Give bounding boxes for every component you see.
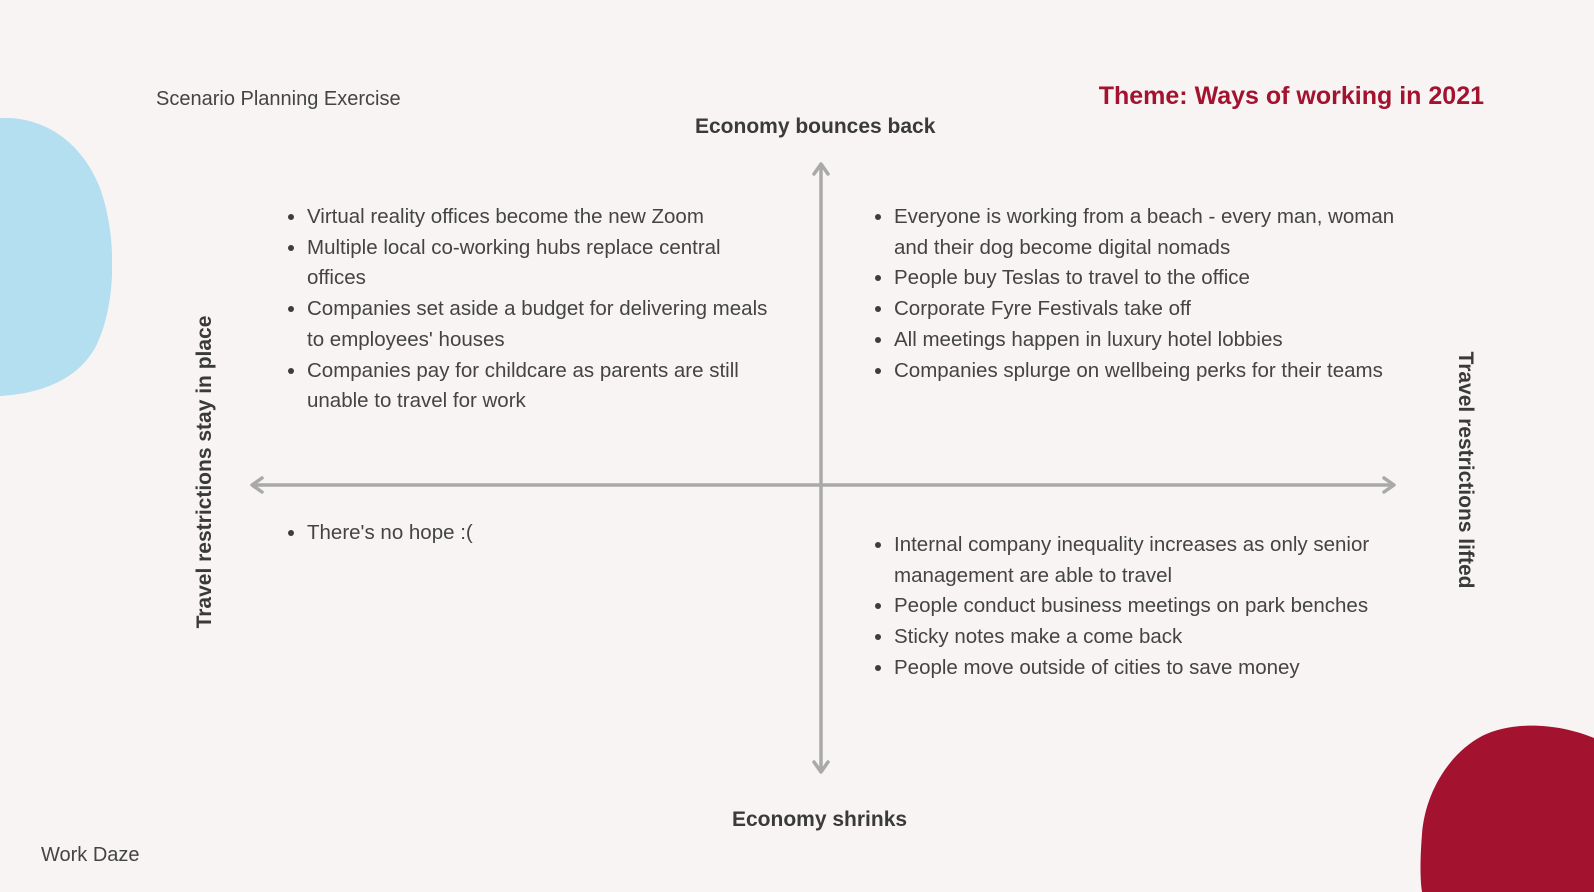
list-item: People buy Teslas to travel to the office	[894, 263, 1414, 294]
list-item: Virtual reality offices become the new Zoom	[307, 202, 777, 233]
list-item: Internal company inequality increases as only senior management are able to travel	[894, 530, 1434, 591]
axis-label-left: Travel restrictions stay in place	[193, 315, 216, 629]
quadrant-top-left	[285, 202, 777, 417]
list-item: People move outside of cities to save money	[894, 653, 1434, 684]
theme-title: Theme: Ways of working in 2021	[1098, 82, 1484, 110]
list-item: Companies set aside a budget for delivering meals to employees' houses	[307, 294, 777, 355]
list-item: Companies splurge on wellbeing perks for their teams	[894, 356, 1414, 387]
list-item: Everyone is working from a beach - every man, woman and their dog become digital nomads	[894, 202, 1414, 263]
list-item: All meetings happen in luxury hotel lobbies	[894, 325, 1414, 356]
list-item: Sticky notes make a come back	[894, 622, 1434, 653]
footer-brand: Work Daze	[41, 844, 140, 866]
axis-label-right: Travel restrictions lifted	[1454, 351, 1477, 589]
list-item: Multiple local co-working hubs replace central offices	[307, 233, 777, 294]
list-item: Companies pay for childcare as parents are still unable to travel for work	[307, 356, 777, 417]
list-item: Corporate Fyre Festivals take off	[894, 294, 1414, 325]
axis-label-top: Economy bounces back	[695, 115, 936, 138]
quadrant-bottom-right	[872, 530, 1434, 684]
list-item: People conduct business meetings on park benches	[894, 591, 1434, 622]
list-item: There's no hope :(	[307, 518, 777, 549]
quadrant-bottom-left	[285, 518, 777, 549]
quadrant-top-right	[872, 202, 1414, 386]
axis-label-bottom: Economy shrinks	[732, 808, 908, 831]
page-subtitle: Scenario Planning Exercise	[156, 88, 401, 110]
